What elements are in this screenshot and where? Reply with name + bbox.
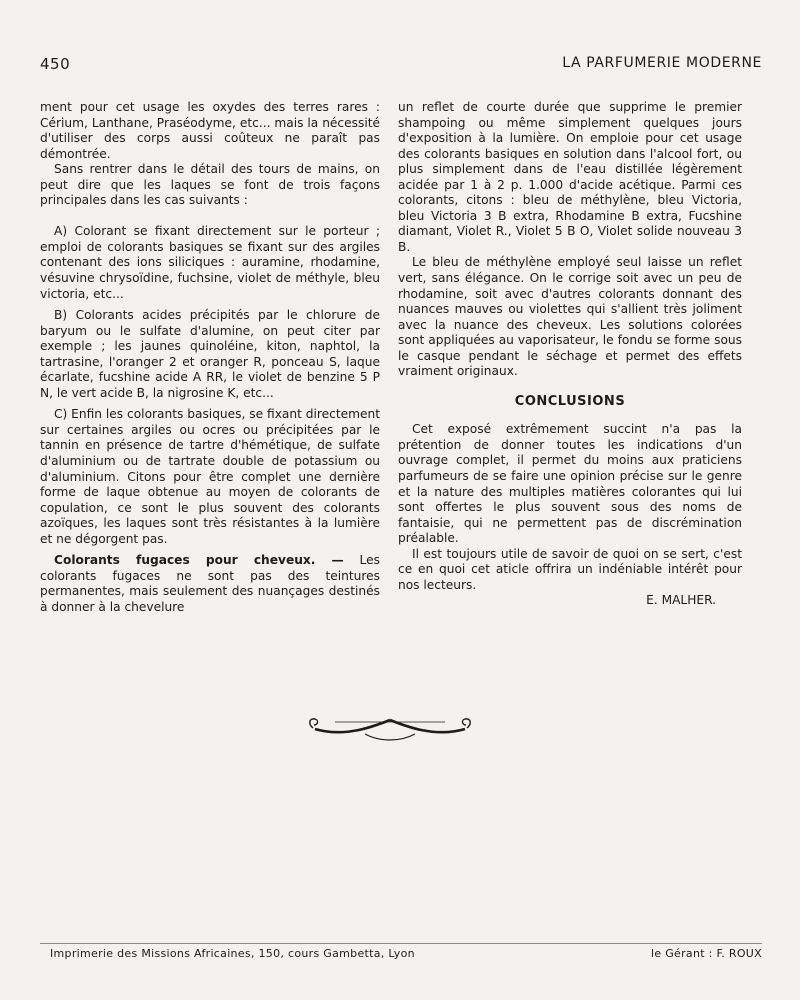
running-head: LA PARFUMERIE MODERNE	[562, 55, 762, 71]
paragraph: Il est toujours utile de savoir de quoi on se sert, c'est ce en quoi cet aticle offrira un indéniable intérêt pour nos lecteurs.	[398, 546, 742, 592]
paragraph: Cet exposé extrêmement succint n'a pas la prétention de donner toutes les indications d'un ouvrage complet, il permet du moins aux praticiens parfumeurs de se faire une opinion précise sur le genre et la nature des multiples matières colorantes qui lui sont offertes le plus souvent sous des noms de fantaisie, qui ne permettent pas de discrémination préalable.	[398, 422, 742, 546]
paragraph: un reflet de courte durée que supprime le premier shampoing ou même simplement quelques jours d'exposition à la lumière. On emploie pour cet usage des colorants basiques en solution dans l'alcool fort, ou plus simplement dans de l'eau distillée légèrement acidée par 1 à 2 p. 1.000 d'acide acétique. Parmi ces colorants, citons : bleu de méthylène, bleu Victoria, bleu Victoria 3 B extra, Rhodamine B extra, Fucshine diamant, Violet R., Violet 5 B O, Violet solide nouveau 3 B.	[398, 100, 742, 254]
paragraph: Sans rentrer dans le détail des tours de mains, on peut dire que les laques se font de trois façons principales dans les cas suivants :	[40, 162, 380, 208]
page-number: 450	[40, 55, 71, 73]
printer-imprint: Imprimerie des Missions Africaines, 150, cours Gambetta, Lyon	[50, 947, 415, 960]
conclusions-heading: CONCLUSIONS	[514, 393, 626, 409]
footer-rule	[40, 943, 762, 944]
author-signature: E. MALHER.	[646, 593, 716, 608]
right-column	[398, 100, 742, 609]
paragraph	[40, 553, 380, 615]
paragraph-text: Les colorants fugaces ne sont pas des teintures permanentes, mais seulement des nuançages destinés à donner à la chevelure	[40, 553, 380, 614]
section-heading: Colorants fugaces pour cheveux. —	[54, 553, 344, 568]
paragraph: Le bleu de méthylène employé seul laisse un reflet vert, sans élégance. On le corrige soit avec un peu de rhodamine, soit avec d'autres colorants donnant des nuances mauves ou violettes qui s'allient très joliment avec la nuance des cheveux. Les solutions colorées sont appliquées au vaporisateur, le fondu se forme sous le casque pendant le séchage et permet des effets vraiment originaux.	[398, 255, 742, 379]
paragraph: C) Enfin les colorants basiques, se fixant directement sur certaines argiles ou ocres ou précipitées par le tannin en présence de tartre d'hémétique, de sulfate d'aluminium ou de tartrate double de potassium ou d'aluminium. Citons pour être complet une dernière forme de laque obtenue au moyen de colorants de copulation, ce sont le plus souvent des colorants azoïques, les laques sont très résistantes à la lumière et ne dégorgent pas.	[40, 407, 380, 546]
paragraph: B) Colorants acides précipités par le chlorure de baryum ou le sulfate d'alumine, on peut citer par exemple ; les jaunes quinoléine, kiton, naphtol, la tartrasine, l'oranger 2 et oranger R, ponceau S, laque écarlate, fucshine acide A RR, le violet de benzine 5 P N, le vert acide B, la nigrosine K, etc...	[40, 308, 380, 400]
gerant-credit: le Gérant : F. ROUX	[650, 947, 762, 960]
ornament-divider	[305, 712, 475, 748]
paragraph: ment pour cet usage les oxydes des terres rares : Cérium, Lanthane, Praséodyme, etc... mais la nécessité d'utiliser des corps aussi coûteux ne paraît pas démontrée.	[40, 100, 380, 161]
paragraph: A) Colorant se fixant directement sur le porteur ; emploi de colorants basiques se fixant sur des argiles contenant des ions siliciques : auramine, rhodamine, vésuvine chrysoïdine, fuchsine, violet de méthyle, bleu victoria, etc...	[40, 224, 380, 301]
left-column	[40, 100, 380, 615]
